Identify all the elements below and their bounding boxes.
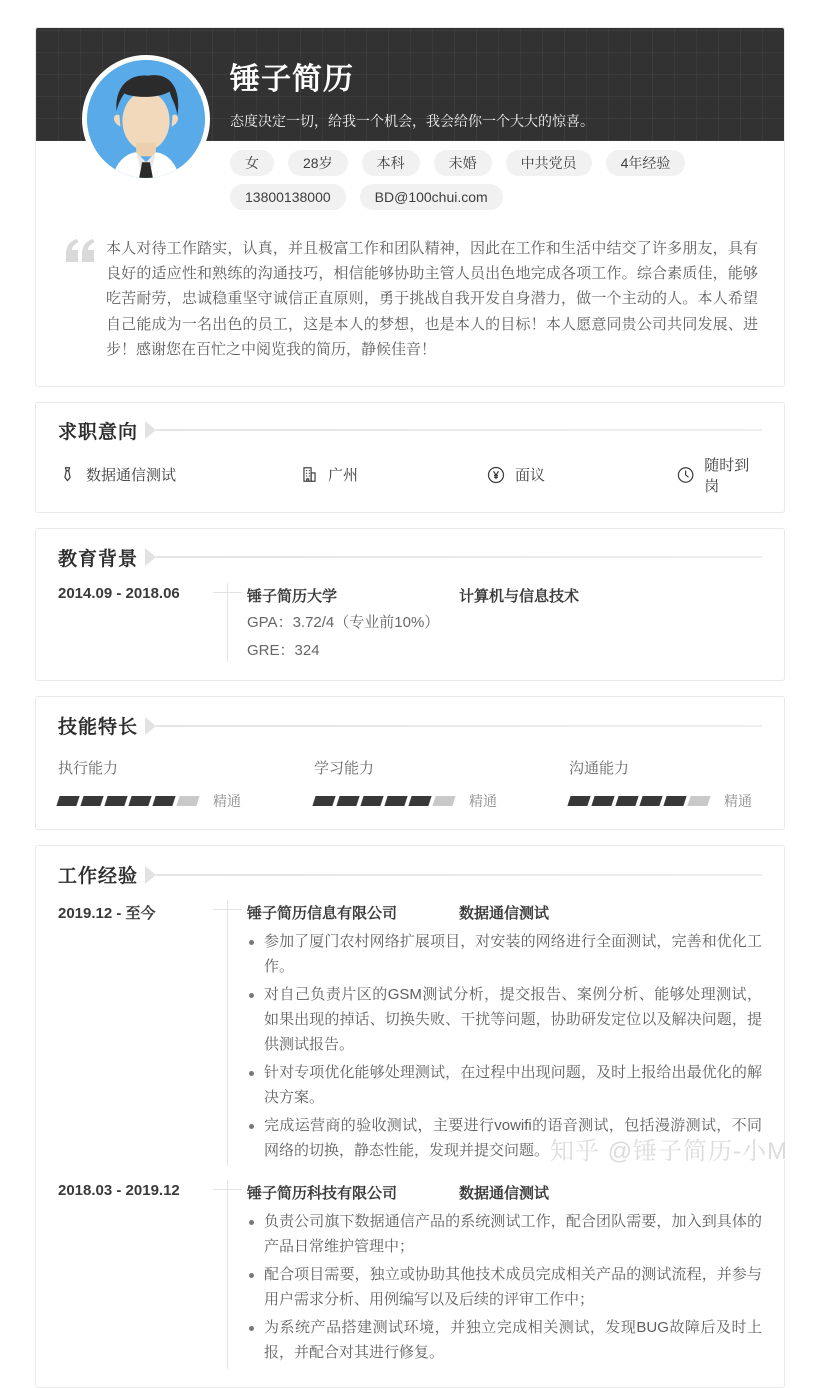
skill-bar [314,796,458,806]
header-card [35,27,785,387]
phone-pill: 13800138000 [230,184,346,210]
yen-circle-icon [486,465,506,485]
job-intent-card [35,402,785,513]
skill-bar [569,796,713,806]
work-bullets [247,930,762,1163]
skill-level-label: 精通 [213,793,241,810]
intent-availability-label: 随时到岗 [704,456,750,495]
section-head-job-intent [58,417,762,444]
education-card [35,528,785,682]
contact-tag-row [230,184,764,210]
education-entry-head [247,583,762,606]
tag-gender: 女 [230,150,274,176]
person-name: 锤子简历 [230,63,354,96]
intent-salary [486,464,676,485]
section-divider [156,725,762,727]
intent-position-label: 数据通信测试 [86,467,177,485]
section-head-education [58,544,762,571]
section-divider [156,556,762,558]
avatar [82,55,210,183]
company-name: 锤子简历科技有限公司 [247,1185,398,1203]
section-title: 技能特长 [58,717,139,739]
tagline: 态度决定一切，给我一个机会，我会给你一个大大的惊喜。 [230,113,594,129]
company-name: 锤子简历信息有限公司 [247,905,398,923]
work-bullet: 对自己负责片区的GSM测试分析，提交报告、案例分析、能够处理测试，如果出现的掉话、切换失败、干扰等问题，协助研发定位以及解决问题，提供测试报告。 [247,983,762,1058]
skill-line [58,791,314,811]
skill-learning [314,757,569,811]
work-bullet: 完成运营商的验收测试，主要进行vowifi的语音测试，包括漫游测试，不同网络的切换，静态性能，发现并提交问题。 [247,1114,762,1164]
skill-line [569,791,762,811]
education-entry [58,583,762,663]
intent-row [58,454,762,496]
work-bullet: 为系统产品搭建测试环境，并独立完成相关测试，发现BUG故障后及时上报，并配合对其进行修复。 [247,1316,762,1366]
work-period: 2019.12 - 至今 [58,905,156,923]
major-name: 计算机与信息技术 [459,587,580,605]
arrow-right-icon [145,717,156,735]
summary-text: 本人对待工作踏实，认真，并且极富工作和团队精神，因此在工作和生活中结交了许多朋友，具有良好的适应性和熟练的沟通技巧，相信能够协助主管人员出色地完成各项工作。综合素质佳，能够吃苦耐劳，忠诚稳重坚守诚信正直原则，勇于挑战自我开发自身潜力，做一个主动的人。本人希望自己能成为一名出色的员工，这是本人的梦想，也是本人的目标！本人愿意同贵公司共同发展、进步！感谢您在百忙之中阅览我的简历，静候佳音！ [106,240,758,358]
section-divider [156,874,762,876]
intent-availability [676,454,762,496]
gpa-line: GPA：3.72/4（专业前10%） [247,613,440,631]
arrow-right-icon [145,421,156,439]
skill-name: 学习能力 [314,760,375,778]
section-title: 工作经验 [58,866,139,888]
building-icon [300,465,319,484]
education-period: 2014.09 - 2018.06 [58,584,180,602]
education-entry-body [227,583,762,663]
section-title: 教育背景 [58,548,139,570]
arrow-right-icon [145,866,156,884]
work-entry-body [227,900,762,1166]
section-divider [156,429,762,431]
skill-level-label: 精通 [724,793,752,810]
work-bullets [247,1210,762,1365]
section-head-work [58,861,762,888]
email-pill: BD@100chui.com [360,184,503,210]
work-entry-head [247,1180,762,1203]
tie-icon [58,465,77,484]
work-entry-body [227,1180,762,1368]
skill-communication [569,757,762,811]
work-card [35,845,785,1387]
skill-bar [58,796,202,806]
work-bullet: 参加了厦门农村网络扩展项目，对安装的网络进行全面测试，完善和优化工作。 [247,930,762,980]
skill-execution [58,757,314,811]
skill-name: 执行能力 [58,760,119,778]
role-name: 数据通信测试 [459,905,550,923]
skill-level-label: 精通 [469,793,497,810]
work-entry [58,900,762,1166]
work-bullet: 负责公司旗下数据通信产品的系统测试工作，配合团队需要，加入到具体的产品日常维护管理中； [247,1210,762,1260]
skill-line [314,791,569,811]
clock-icon [676,465,695,485]
double-quote-icon [64,236,106,362]
summary-block [36,218,784,368]
role-name: 数据通信测试 [459,1185,550,1203]
skills-row [58,757,762,811]
tag-degree: 本科 [362,150,420,176]
intent-city-label: 广州 [328,467,359,485]
intent-city [300,464,486,485]
work-bullet: 针对专项优化能够处理测试，在过程中出现问题，及时上报给出最优化的解决方案。 [247,1061,762,1111]
intent-position [58,464,300,485]
gre-line: GRE：324 [247,642,320,660]
tag-marital: 未婚 [434,150,492,176]
intent-salary-label: 面议 [515,467,546,485]
section-title: 求职意向 [58,421,139,443]
work-period: 2018.03 - 2019.12 [58,1182,180,1200]
male-avatar-icon [87,60,205,178]
watermark: 知乎 @锤子简历-小M [549,1138,788,1165]
tag-age: 28岁 [288,150,348,176]
skill-name: 沟通能力 [569,760,630,778]
info-tag-row [230,150,764,176]
tag-experience: 4年经验 [606,150,686,176]
work-entry [58,1180,762,1368]
work-entry-head [247,900,762,923]
skills-card [35,696,785,830]
arrow-right-icon [145,548,156,566]
tag-party: 中共党员 [506,150,592,176]
school-name: 锤子简历大学 [247,587,338,605]
section-head-skills [58,712,762,739]
work-bullet: 配合项目需要，独立或协助其他技术成员完成相关产品的测试流程，并参与用户需求分析、用例编写以及后续的评审工作中； [247,1263,762,1313]
